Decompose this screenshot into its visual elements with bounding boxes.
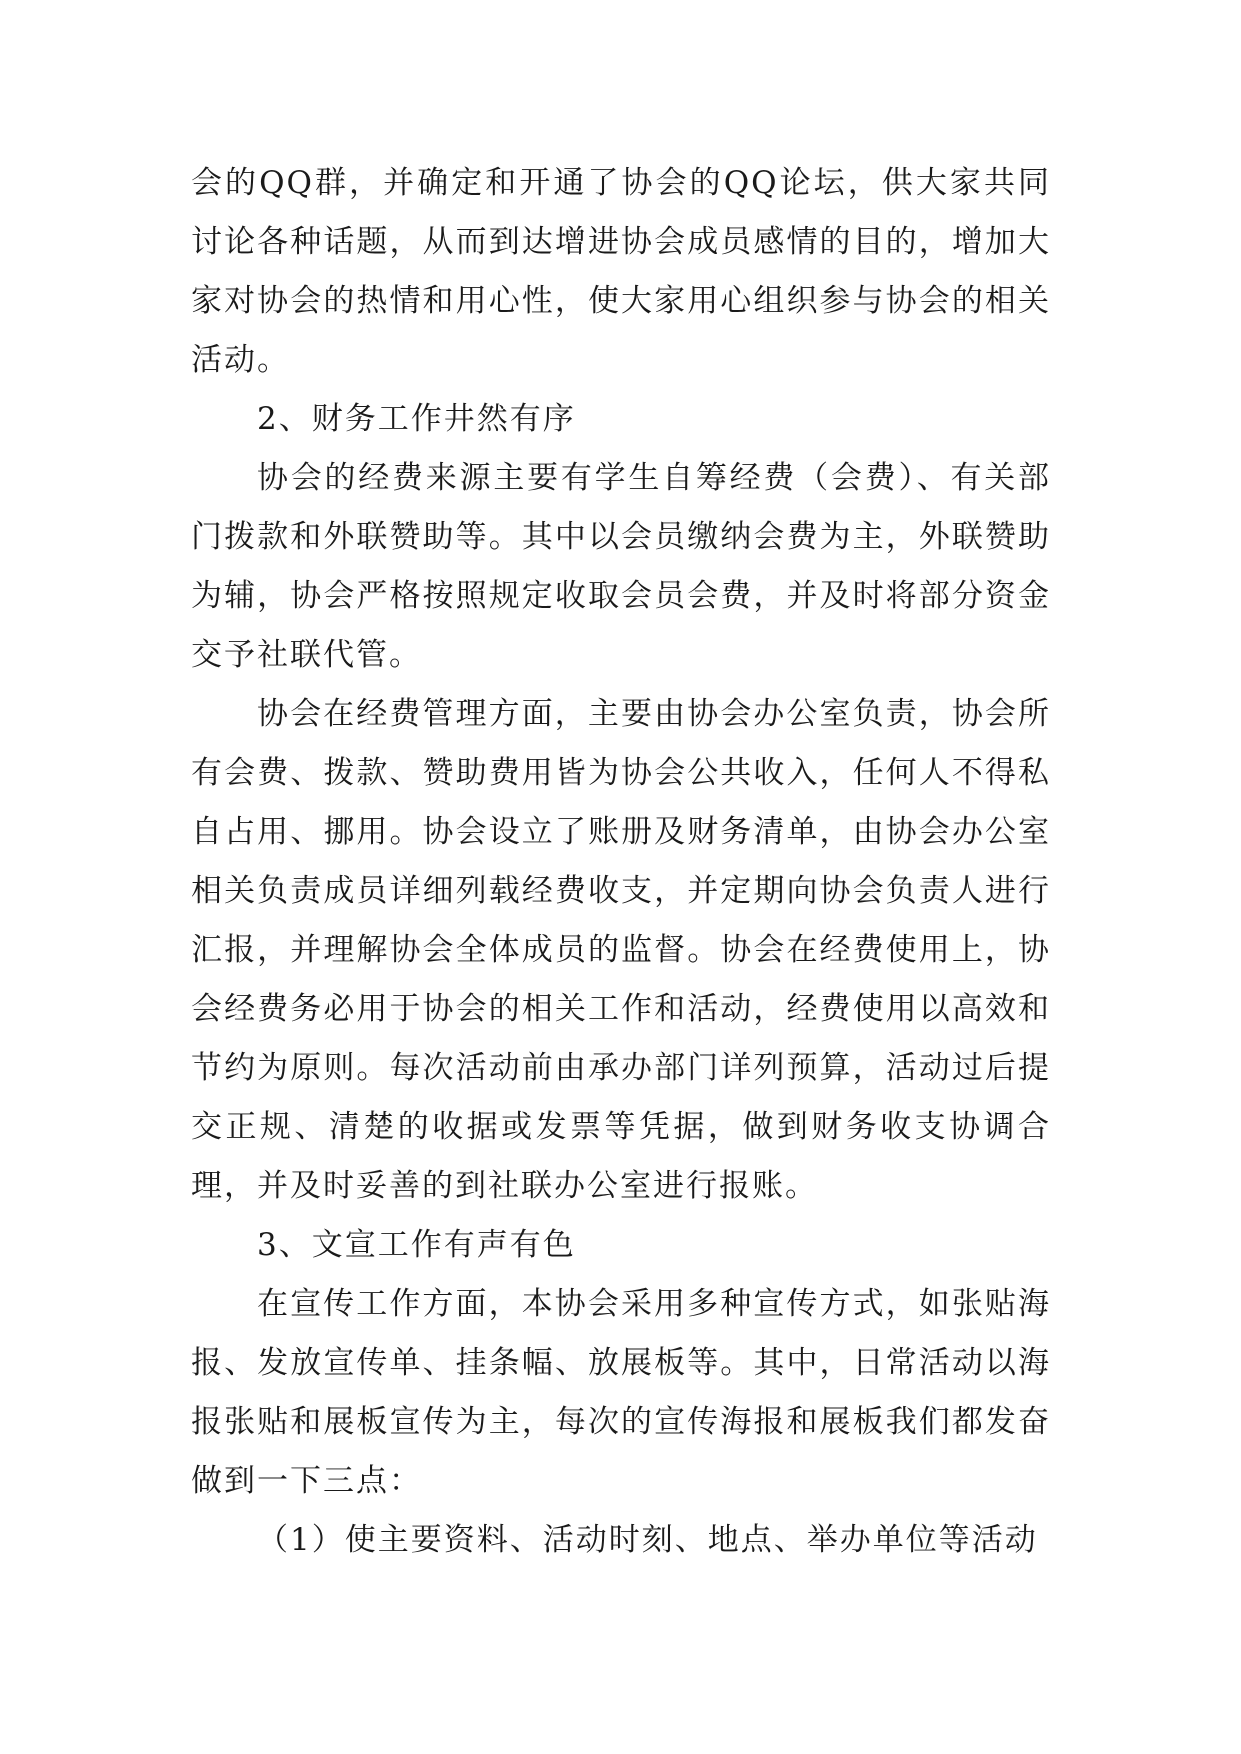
heading-finance-work: 2、财务工作井然有序	[257, 401, 576, 437]
paragraph-point-one: （1）使主要资料、活动时刻、地点、举办单位等活动	[257, 1522, 1038, 1558]
paragraph-fund-management: 协会在经费管理方面，主要由协会办公室负责，协会所有会费、拨款、赞助费用皆为协会公共收入，任何人不得私自占用、挪用。协会设立了账册及财务清单，由协会办公室相关负责成员详细列载经费收支，并定期向协会负责人进行汇报，并理解协会全体成员的监督。协会在经费使用上，协会经费务必用于协会的相关工作和活动，经费使用以高效和节约为原则。每次活动前由承办部门详列预算，活动过后提交正规、清楚的收据或发票等凭据，做到财务收支协调合理，并及时妥善的到社联办公室进行报账。	[191, 696, 1051, 1204]
paragraph-qq-group: 会的QQ群，并确定和开通了协会的QQ论坛，供大家共同讨论各种话题，从而到达增进协会成员感情的目的，增加大家对协会的热情和用心性，使大家用心组织参与协会的相关活动。	[191, 165, 1051, 378]
paragraph-funding-sources: 协会的经费来源主要有学生自筹经费（会费）、有关部门拨款和外联赞助等。其中以会员缴纳会费为主，外联赞助为辅，协会严格按照规定收取会员会费，并及时将部分资金交予社联代管。	[191, 460, 1051, 673]
heading-publicity-work: 3、文宣工作有声有色	[257, 1227, 576, 1263]
document-body	[191, 154, 1051, 1570]
paragraph-publicity-methods: 在宣传工作方面，本协会采用多种宣传方式，如张贴海报、发放宣传单、挂条幅、放展板等。其中，日常活动以海报张贴和展板宣传为主，每次的宣传海报和展板我们都发奋做到一下三点：	[191, 1286, 1051, 1499]
